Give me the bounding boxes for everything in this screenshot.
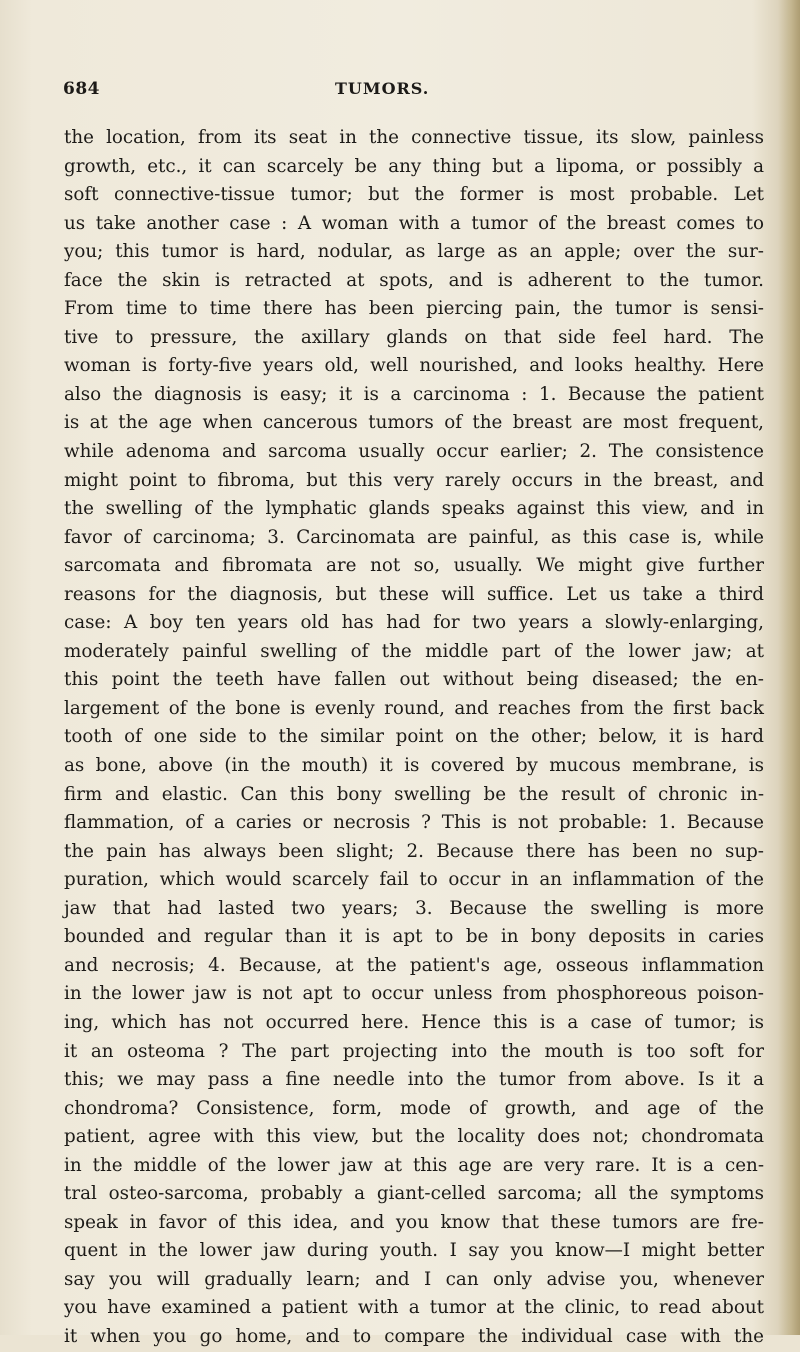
text-line: patient, agree with this view, but the locality does not; chondromata [64,1126,764,1148]
text-line: tral osteo-sarcoma, probably a giant-celled sarcoma; all the symptoms [64,1183,764,1205]
text-line: is at the age when cancerous tumors of the breast are most frequent, [64,412,764,434]
text-line: flammation, of a caries or necrosis ? This is not probable: 1. Because [64,812,764,834]
text-line: this point the teeth have fallen out without being diseased; the en- [64,669,764,691]
text-line: also the diagnosis is easy; it is a carcinoma : 1. Because the patient [64,383,764,405]
text-line: sarcomata and fibromata are not so, usually. We might give further [64,555,764,577]
text-line: speak in favor of this idea, and you know that these tumors are fre- [64,1211,764,1233]
text-line: puration, which would scarcely fail to occur in an inflammation of the [64,869,764,891]
page-number: 684 [63,79,100,99]
text-line: soft connective-tissue tumor; but the former is most probable. Let [64,184,764,206]
text-line: favor of carcinoma; 3. Carcinomata are painful, as this case is, while [64,526,764,548]
text-line: say you will gradually learn; and I can only advise you, whenever [64,1268,764,1290]
text-line: the swelling of the lymphatic glands speaks against this view, and in [64,498,764,520]
text-line: quent in the lower jaw during youth. I say you know—I might better [64,1240,764,1262]
text-line: it an osteoma ? The part projecting into the mouth is too soft for [64,1040,764,1062]
text-line: and necrosis; 4. Because, at the patient's age, osseous inflammation [64,954,764,976]
text-line: this; we may pass a fine needle into the tumor from above. Is it a [64,1069,764,1091]
text-line: while adenoma and sarcoma usually occur earlier; 2. The consistence [64,441,764,463]
text-line: tooth of one side to the similar point on the other; below, it is hard [64,726,764,748]
text-line: growth, etc., it can scarcely be any thing but a lipoma, or possibly a [64,155,764,177]
text-line: the location, from its seat in the connective tissue, its slow, painless [64,127,764,148]
text-line: as bone, above (in the mouth) it is covered by mucous membrane, is [64,755,764,777]
text-line: might point to fibroma, but this very rarely occurs in the breast, and [64,469,764,491]
text-line: face the skin is retracted at spots, and is adherent to the tumor. [64,269,764,291]
running-title: TUMORS. [335,79,430,98]
page-header [63,79,743,109]
text-line: largement of the bone is evenly round, and reaches from the first back [64,697,764,719]
text-line: woman is forty-five years old, well nourished, and looks healthy. Here [64,355,764,377]
page-edge-shadow [778,0,800,1335]
text-line: jaw that had lasted two years; 3. Because the swelling is more [64,897,764,919]
text-line: chondroma? Consistence, form, mode of growth, and age of the [64,1097,764,1119]
text-line: it when you go home, and to compare the individual case with the [64,1325,764,1347]
text-line: ing, which has not occurred here. Hence this is a case of tumor; is [64,1011,764,1033]
body-text [64,124,764,1352]
text-line: From time to time there has been piercing pain, the tumor is sensi- [64,298,764,320]
text-line: case: A boy ten years old has had for two years a slowly-enlarging, [64,612,764,634]
text-line: reasons for the diagnosis, but these will suffice. Let us take a third [64,583,764,605]
text-line: us take another case : A woman with a tumor of the breast comes to [64,212,764,234]
text-line: firm and elastic. Can this bony swelling be the result of chronic in- [64,783,764,805]
text-line: in the lower jaw is not apt to occur unless from phosphoreous poison- [64,983,764,1005]
text-line: the pain has always been slight; 2. Because there has been no sup- [64,840,764,862]
text-line: you; this tumor is hard, nodular, as large as an apple; over the sur- [64,241,764,263]
text-line: bounded and regular than it is apt to be in bony deposits in caries [64,926,764,948]
text-line: moderately painful swelling of the middle part of the lower jaw; at [64,640,764,662]
text-line: in the middle of the lower jaw at this age are very rare. It is a cen- [64,1154,764,1176]
text-line: tive to pressure, the axillary glands on that side feel hard. The [64,326,764,348]
text-line: you have examined a patient with a tumor at the clinic, to read about [64,1297,764,1319]
